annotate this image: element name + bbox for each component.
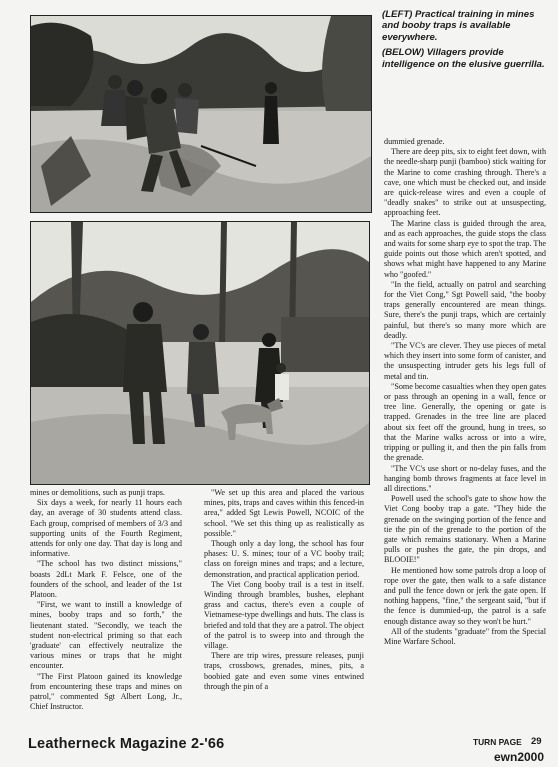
- article-column-right: [384, 137, 546, 647]
- page-number: 29: [531, 736, 542, 747]
- caption-below: (BELOW) Villagers provide intelligence on the elusive guerrilla.: [382, 47, 545, 70]
- paragraph: mines or demolitions, such as punji traps.: [30, 488, 165, 497]
- caption-left: (LEFT) Practical training in mines and booby traps is available everywhere.: [382, 9, 535, 43]
- photo-mine-training: [30, 15, 372, 213]
- paragraph: "In the field, actually on patrol and searching for the Viet Cong," Sgt Powell said, "the booby traps generally encountered are mean things. Sure, there's the punji traps, which are certainly painful, but there's so many more which are deadly.: [384, 279, 546, 340]
- photo-captions: [382, 9, 552, 74]
- paragraph: Though only a day long, the school has four phases: U. S. mines; tour of a VC booby trail; class on foreign mines and traps; and a lecture, demonstration, and practical application period.: [204, 539, 364, 579]
- turn-page-link[interactable]: TURN PAGE: [473, 737, 522, 747]
- paragraph: "First, we want to instill a knowledge of mines, booby traps and so forth," the lieutenant stated. "Secondly, we teach the student non-electrical priming so that each 'graduate' can effectively neutralize the various mines or traps that he might encounter.: [30, 600, 182, 671]
- paragraph: "The VC's use short or no-delay fuses, and the hanging bomb throws fragments at face level in all directions.": [384, 463, 546, 493]
- paragraph: Six days a week, for nearly 11 hours each day, an average of 30 students attend class. Each group, comprised of members of 3/3 and supporting units of the Fourth Regiment, attends for only one day. That day is long and informative.: [30, 498, 182, 559]
- paragraph: "The First Platoon gained its knowledge from encountering these traps and mines on patrol," commented Sgt Albert Long, Jr., Chief Instructor.: [30, 671, 182, 712]
- paragraph: He mentioned how some patrols drop a loop of rope over the gate, then walk to a safe distance and pull the fence down or jerk the gate open. If nothing happens, "fine," the sergeant said, "but if the fence is dummied-up, the patrol is a safe enough distance away so they won't be hurt.": [384, 565, 546, 626]
- paragraph: Powell used the school's gate to show how the Viet Cong booby trap a gate. "They hide the grenade on the swinging portion of the fence and tie the pin of the grenade to the portion of the gate which remains stationary. When a Marine pulls or pushes the gate, the pin drops, and BLOOIE!": [384, 494, 546, 565]
- mine-training-illustration: [31, 16, 371, 212]
- watermark: ewn2000: [494, 750, 545, 764]
- paragraph: "The school has two distinct missions," boasts 2dLt Mark F. Felsce, one of the founders of the school, and leader of the 1st Platoon.: [30, 559, 182, 600]
- paragraph: "Some become casualties when they open gates or pass through an opening in a wall, fence or tree line. Generally, the opening or gate is trapped. Grenades in the tree line are placed about six feet off the ground, hung in trees, so that the Marine walks across or into a wire, tripping or pulling it, and then the pin falls from the grenade.: [384, 381, 546, 463]
- paragraph: The Marine class is guided through the area, and as each approaches, the guide stops the class and waits for some sharp eye to spot the trap. The guide points out those which aren't spotted, and shows what might have happened to any Marine who "goofed.": [384, 218, 546, 279]
- paragraph: "The VC's are clever. They use pieces of metal which they insert into some form of canister, and the unsuspecting intruder gets his legs full of metal and tin.: [384, 341, 546, 381]
- paragraph: "We set up this area and placed the various mines, pits, traps and caves within this fenced-in area," added Sgt Lewis Powell, NCOIC of the school. "We set this thing up as realistically as possible.": [204, 488, 364, 538]
- article-column-left: [30, 488, 182, 712]
- paragraph: There are trip wires, pressure releases, punji traps, crossbows, grenades, mines, pits, a boobied gate and even some vines entwined through the pin of a: [204, 651, 364, 691]
- paragraph: dummied grenade.: [384, 137, 445, 146]
- paragraph: The Viet Cong booby trail is a test in itself. Winding through brambles, bushes, elephant grass and cactus, there's even a couple of Vietnamese-type dwellings and huts. The class is briefed and told that they are a patrol. The object of the patrol is to sweep into and through the village.: [204, 579, 364, 651]
- villagers-illustration: [31, 222, 369, 484]
- paragraph: All of the students "graduate" from the Special Mine Warfare School.: [384, 626, 546, 646]
- magazine-title: Leatherneck Magazine 2-'66: [28, 736, 225, 752]
- photo-villagers: [30, 221, 370, 485]
- paragraph: There are deep pits, six to eight feet down, with the needle-sharp punji (bamboo) stick waiting for the Marine to come crashing through. There's a cave, one which must be checked out, and inside are quick-release wires and even a couple of "deadly snakes" to strike out at unsuspecting, approaching feet.: [384, 147, 547, 218]
- article-column-middle: [204, 488, 364, 692]
